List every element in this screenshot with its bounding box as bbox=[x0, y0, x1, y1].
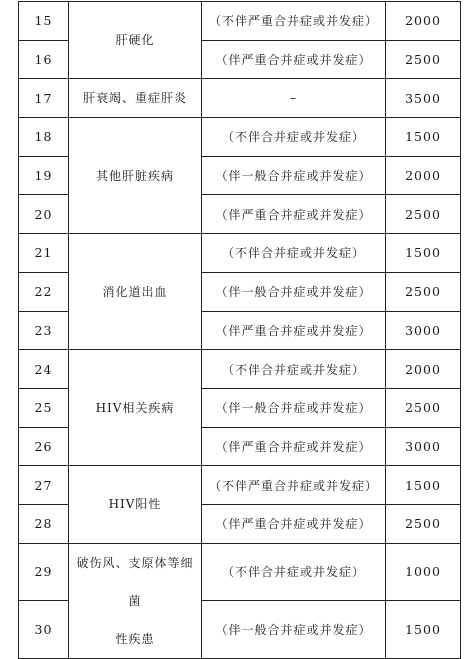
amount-value: 2500 bbox=[386, 195, 461, 234]
amount-value: 1500 bbox=[386, 118, 461, 157]
amount-value: 1500 bbox=[386, 466, 461, 505]
row-number: 24 bbox=[19, 350, 69, 389]
amount-value: 2500 bbox=[386, 272, 461, 311]
row-number: 22 bbox=[19, 272, 69, 311]
row-number: 27 bbox=[19, 466, 69, 505]
row-number: 15 bbox=[19, 2, 69, 41]
disease-name-line: 性疾患 bbox=[115, 631, 155, 646]
amount-value: 3000 bbox=[386, 427, 461, 466]
disease-name: 肝硬化 bbox=[69, 2, 202, 79]
row-number: 26 bbox=[19, 427, 69, 466]
table-row bbox=[19, 543, 461, 601]
row-number: 23 bbox=[19, 311, 69, 350]
table-row bbox=[19, 234, 461, 273]
condition-text: （不伴合并症或并发症） bbox=[202, 234, 386, 273]
condition-text: （不伴合并症或并发症） bbox=[202, 350, 386, 389]
row-number: 25 bbox=[19, 388, 69, 427]
condition-text: （伴一般合并症或并发症） bbox=[202, 272, 386, 311]
disease-name-line: 破伤风、支原体等细菌 bbox=[76, 555, 194, 608]
amount-value: 2000 bbox=[386, 350, 461, 389]
row-number: 17 bbox=[19, 79, 69, 118]
row-number: 18 bbox=[19, 118, 69, 157]
amount-value: 2500 bbox=[386, 388, 461, 427]
condition-text: （伴严重合并症或并发症） bbox=[202, 504, 386, 543]
amount-value: 2000 bbox=[386, 156, 461, 195]
amount-value: 2500 bbox=[386, 40, 461, 79]
row-number: 30 bbox=[19, 601, 69, 659]
table-row bbox=[19, 466, 461, 505]
condition-text: （不伴合并症或并发症） bbox=[202, 118, 386, 157]
row-number: 20 bbox=[19, 195, 69, 234]
condition-text: （伴一般合并症或并发症） bbox=[202, 601, 386, 659]
amount-value: 3000 bbox=[386, 311, 461, 350]
condition-text: （伴严重合并症或并发症） bbox=[202, 195, 386, 234]
table-row bbox=[19, 118, 461, 157]
amount-value: 2000 bbox=[386, 2, 461, 41]
amount-value: 3500 bbox=[386, 79, 461, 118]
row-number: 28 bbox=[19, 504, 69, 543]
table-row bbox=[19, 350, 461, 389]
condition-text: （伴一般合并症或并发症） bbox=[202, 156, 386, 195]
amount-value: 1500 bbox=[386, 234, 461, 273]
disease-name: 消化道出血 bbox=[69, 234, 202, 350]
row-number: 19 bbox=[19, 156, 69, 195]
disease-name: 其他肝脏疾病 bbox=[69, 118, 202, 234]
condition-text: （不伴合并症或并发症） bbox=[202, 543, 386, 601]
amount-value: 1000 bbox=[386, 543, 461, 601]
amount-value: 1500 bbox=[386, 601, 461, 659]
condition-text: – bbox=[202, 79, 386, 118]
disease-name: 肝衰竭、重症肝炎 bbox=[69, 79, 202, 118]
row-number: 16 bbox=[19, 40, 69, 79]
condition-text: （伴严重合并症或并发症） bbox=[202, 40, 386, 79]
condition-text: （不伴严重合并症或并发症） bbox=[202, 466, 386, 505]
condition-text: （伴严重合并症或并发症） bbox=[202, 311, 386, 350]
condition-text: （伴严重合并症或并发症） bbox=[202, 427, 386, 466]
row-number: 21 bbox=[19, 234, 69, 273]
table-row bbox=[19, 79, 461, 118]
disease-name: HIV阳性 bbox=[69, 466, 202, 543]
row-number: 29 bbox=[19, 543, 69, 601]
amount-value: 2500 bbox=[386, 504, 461, 543]
disease-name: HIV相关疾病 bbox=[69, 350, 202, 466]
fee-table bbox=[18, 1, 461, 659]
table-row bbox=[19, 2, 461, 41]
disease-name bbox=[69, 543, 202, 658]
condition-text: （伴一般合并症或并发症） bbox=[202, 388, 386, 427]
fee-table-body bbox=[19, 2, 461, 659]
condition-text: （不伴严重合并症或并发症） bbox=[202, 2, 386, 41]
